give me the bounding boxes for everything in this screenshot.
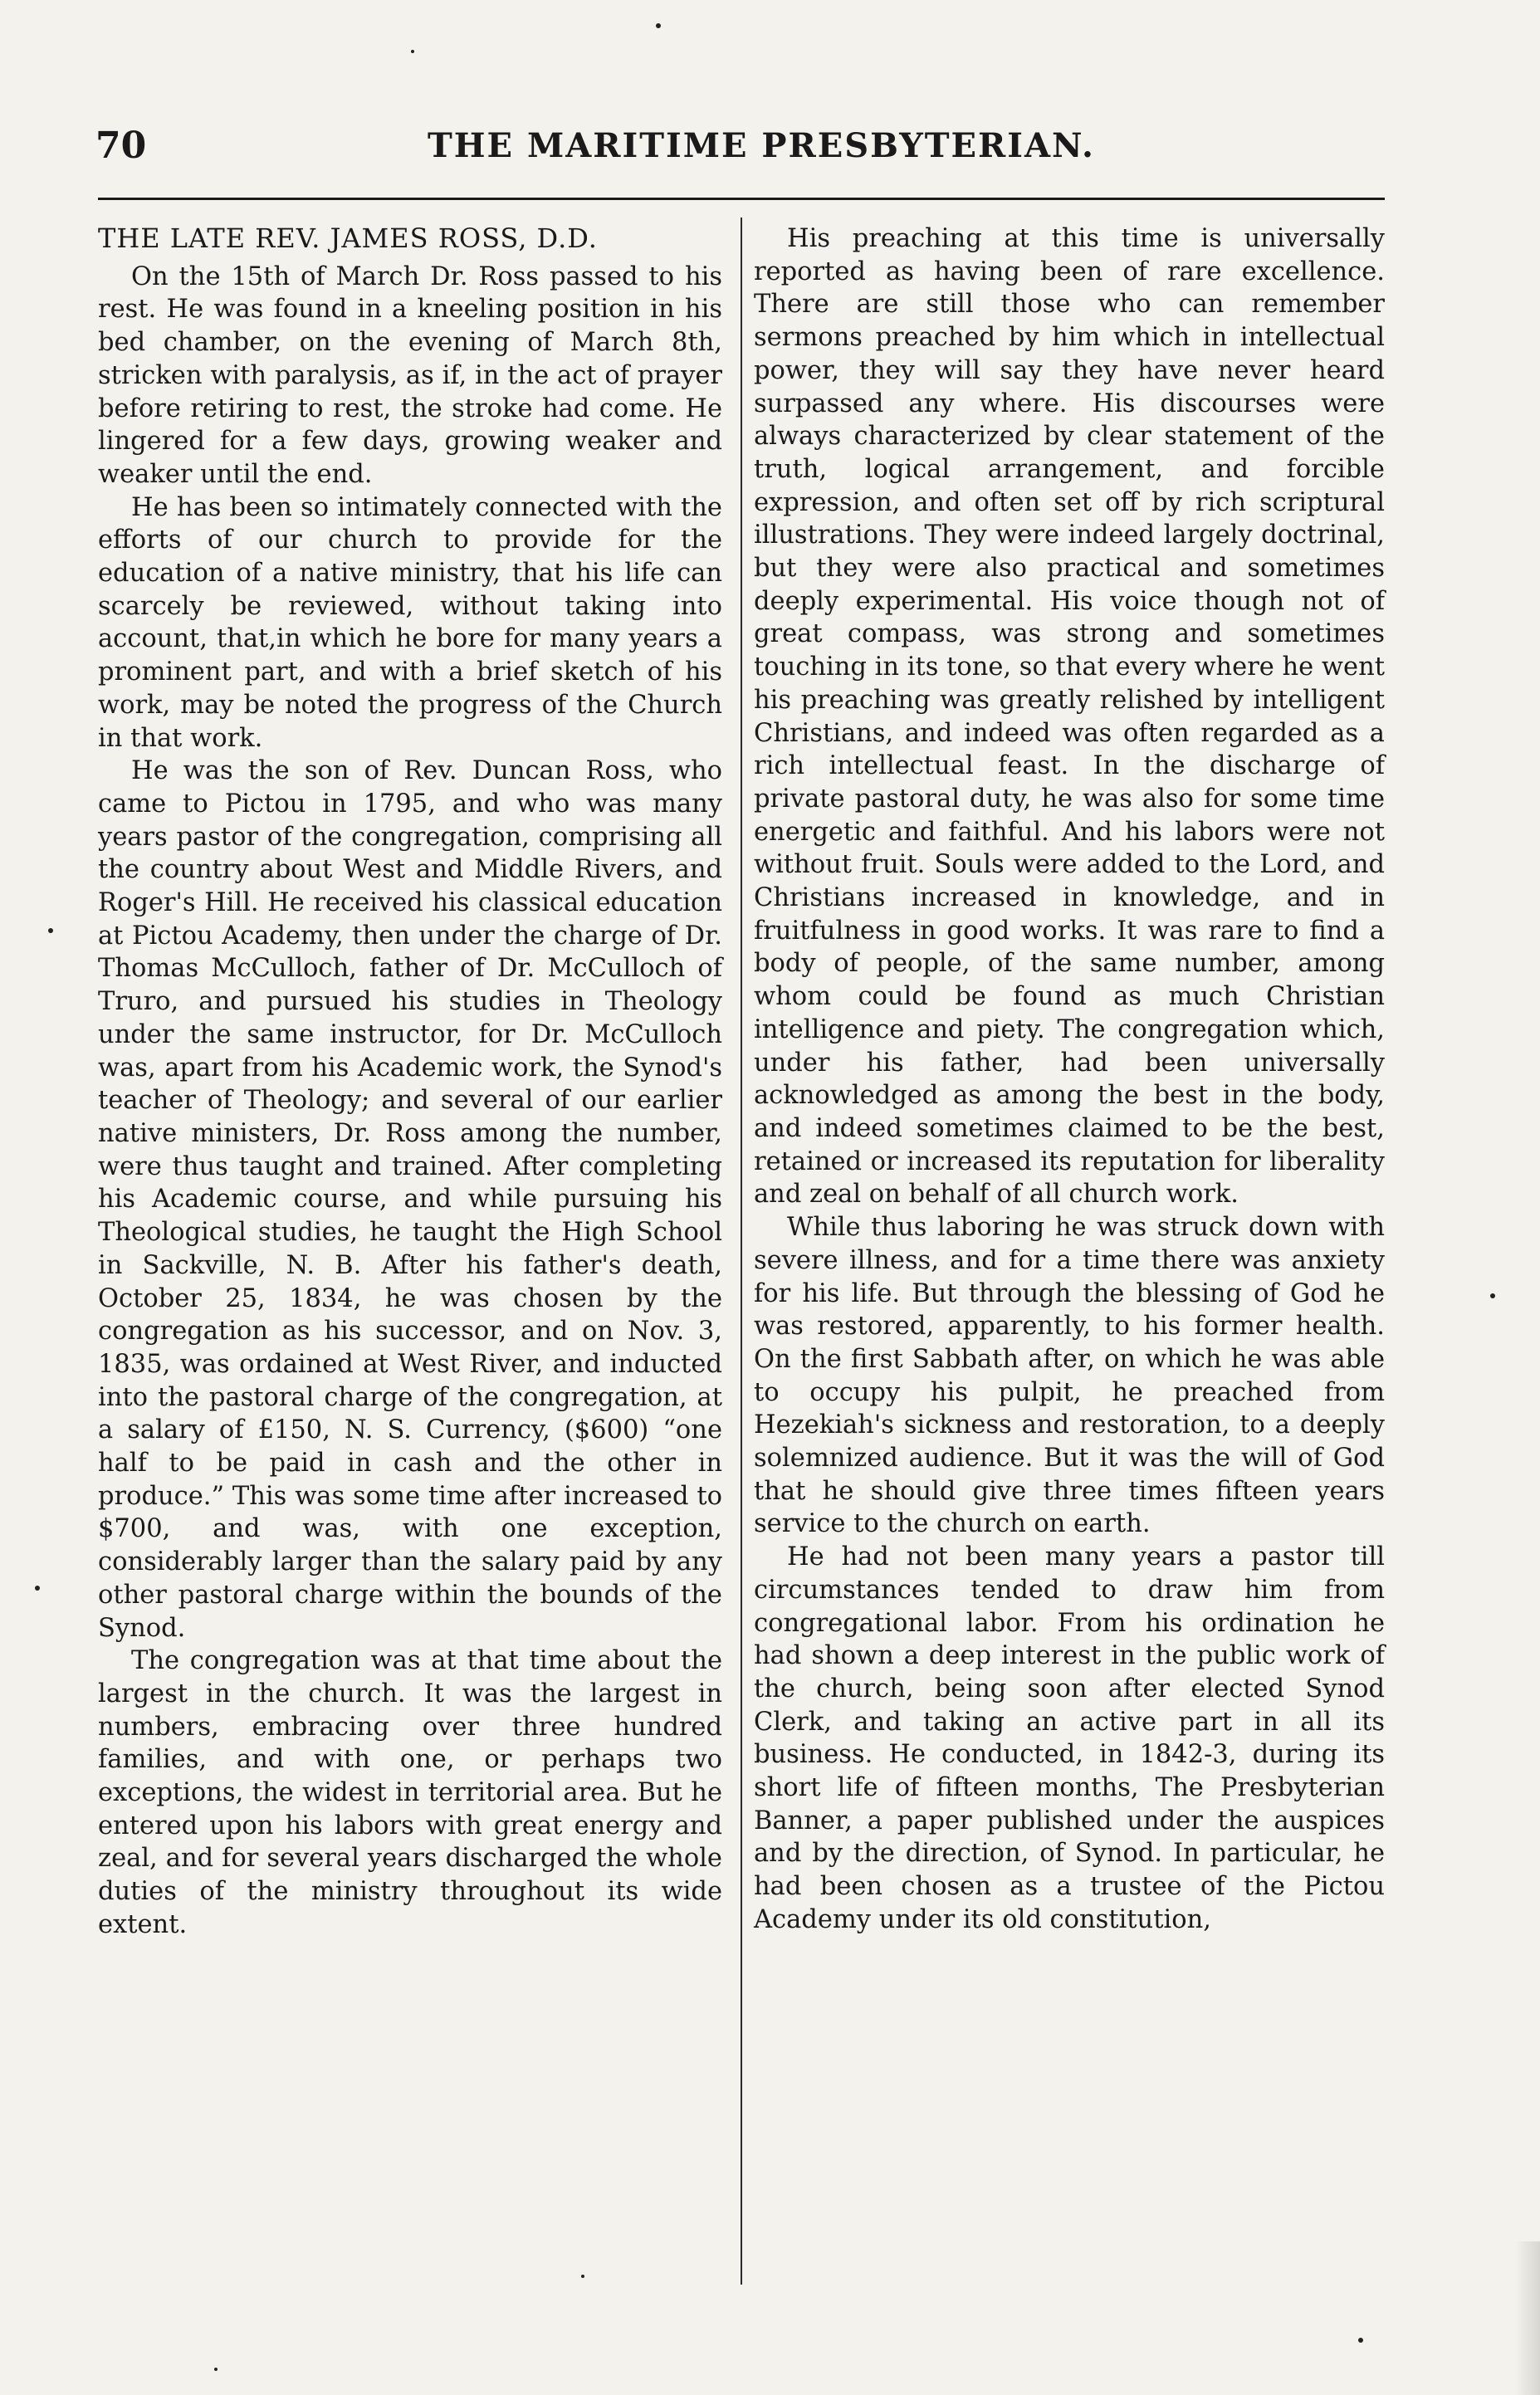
paragraph: On the 15th of March Dr. Ross passed to his rest. He was found in a kneeling position in his bed chamber, on the evening of March 8th, stricken with paralysis, as if, in the act of prayer before retiring to rest, the stroke had come. He lingered for a few days, growing weaker and weaker until the end. bbox=[98, 261, 722, 489]
running-title: THE MARITIME PRESBYTERIAN. bbox=[428, 126, 1095, 165]
scan-speck bbox=[581, 2275, 584, 2278]
scan-speck bbox=[411, 50, 414, 53]
scan-speck bbox=[1358, 2338, 1363, 2343]
scan-speck bbox=[35, 1586, 40, 1591]
paragraph: His preaching at this time is universally reported as having been of rare excellence. There are still those who can remember sermons preached by him which in intellectual power, they will say they have never heard surpassed any where. His discourses were always characterized by clear statement of the truth, logical arrangement, and forcible expression, and often set off by rich scriptural illustrations. They were indeed largely doctrinal, but they were also practical and sometimes deeply experimental. His voice though not of great compass, was strong and sometimes touching in its tone, so that every where he went his preaching was greatly relished by intelligent Christians, and indeed was often regarded as a rich intellectual feast. In the discharge of private pastoral duty, he was also for some time energetic and faithful. And his labors were not without fruit. Souls were added to the Lord, and Christians increased in knowledge, and in fruitfulness in good works. It was rare to find a body of people, of the same number, among whom could be found as much Christian intelligence and piety. The congregation which, under his father, had been universally acknowledged as among the best in the body, and indeed sometimes claimed to be the best, retained or increased its reputation for liberality and zeal on behalf of all church work. bbox=[754, 224, 1385, 1210]
paragraph: While thus laboring he was struck down with severe illness, and for a time there was anxiety for his life. But through the blessing of God he was restored, apparently, to his former health. On the first Sabbath after, on which he was able to occupy his pulpit, he preached from Hezekiah's sickness and restoration, to a deeply solemnized audience. But it was the will of God that he should give three times fifteen years service to the church on earth. bbox=[754, 1213, 1385, 1539]
left-column bbox=[98, 222, 722, 1942]
paragraph: The congregation was at that time about the largest in the church. It was the largest in numbers, embracing over three hundred families, and with one, or perhaps two exceptions, the widest in territorial area. But he entered upon his labors with great energy and zeal, and for several years discharged the whole duties of the ministry throughout its wide extent. bbox=[98, 1646, 722, 1939]
paragraph: He had not been many years a pastor till circumstances tended to draw him from congregational labor. From his ordination he had shown a deep interest in the public work of the church, being soon after elected Synod Clerk, and taking an active part in all its business. He conducted, in 1842-3, during its short life of fifteen months, The Presbyterian Banner, a paper published under the auspices and by the direction, of Synod. In particular, he had been chosen as a trustee of the Pictou Academy under its old constitution, bbox=[754, 1542, 1385, 1934]
paragraph: He has been so intimately connected with the efforts of our church to provide for the education of a native ministry, that his life can scarcely be reviewed, without taking into account, that,in which he bore for many years a prominent part, and with a brief sketch of his work, may be noted the progress of the Church in that work. bbox=[98, 492, 722, 753]
page-number: 70 bbox=[95, 125, 147, 167]
right-column bbox=[754, 222, 1385, 1937]
article-title: THE LATE REV. JAMES ROSS, D.D. bbox=[98, 222, 598, 254]
scan-speck bbox=[214, 2368, 218, 2371]
column-divider bbox=[741, 218, 742, 2285]
page-edge-shadow bbox=[1515, 2241, 1540, 2395]
header-rule bbox=[98, 198, 1385, 200]
paragraph: He was the son of Rev. Duncan Ross, who came to Pictou in 1795, and who was many years pastor of the congregation, comprising all the country about West and Middle Rivers, and Roger's Hill. He received his classical education at Pictou Academy, then under the charge of Dr. Thomas McCulloch, father of Dr. McCulloch of Truro, and pursued his studies in Theology under the same instructor, for Dr. McCulloch was, apart from his Academic work, the Synod's teacher of Theology; and several of our earlier native ministers, Dr. Ross among the number, were thus taught and trained. After completing his Academic course, and while pursuing his Theological studies, he taught the High School in Sackville, N. B. After his father's death, October 25, 1834, he was chosen by the congregation as his successor, and on Nov. 3, 1835, was ordained at West River, and inducted into the pastoral charge of the congregation, at a salary of £150, N. S. Currency, ($600) “one half to be paid in cash and the other in produce.” This was some time after increased to $700, and was, with one exception, considerably larger than the salary paid by any other pastoral charge within the bounds of the Synod. bbox=[98, 756, 722, 1643]
page-header bbox=[95, 125, 1386, 183]
scan-speck bbox=[656, 23, 661, 28]
scan-speck bbox=[1490, 1293, 1495, 1298]
scan-speck bbox=[48, 928, 53, 933]
